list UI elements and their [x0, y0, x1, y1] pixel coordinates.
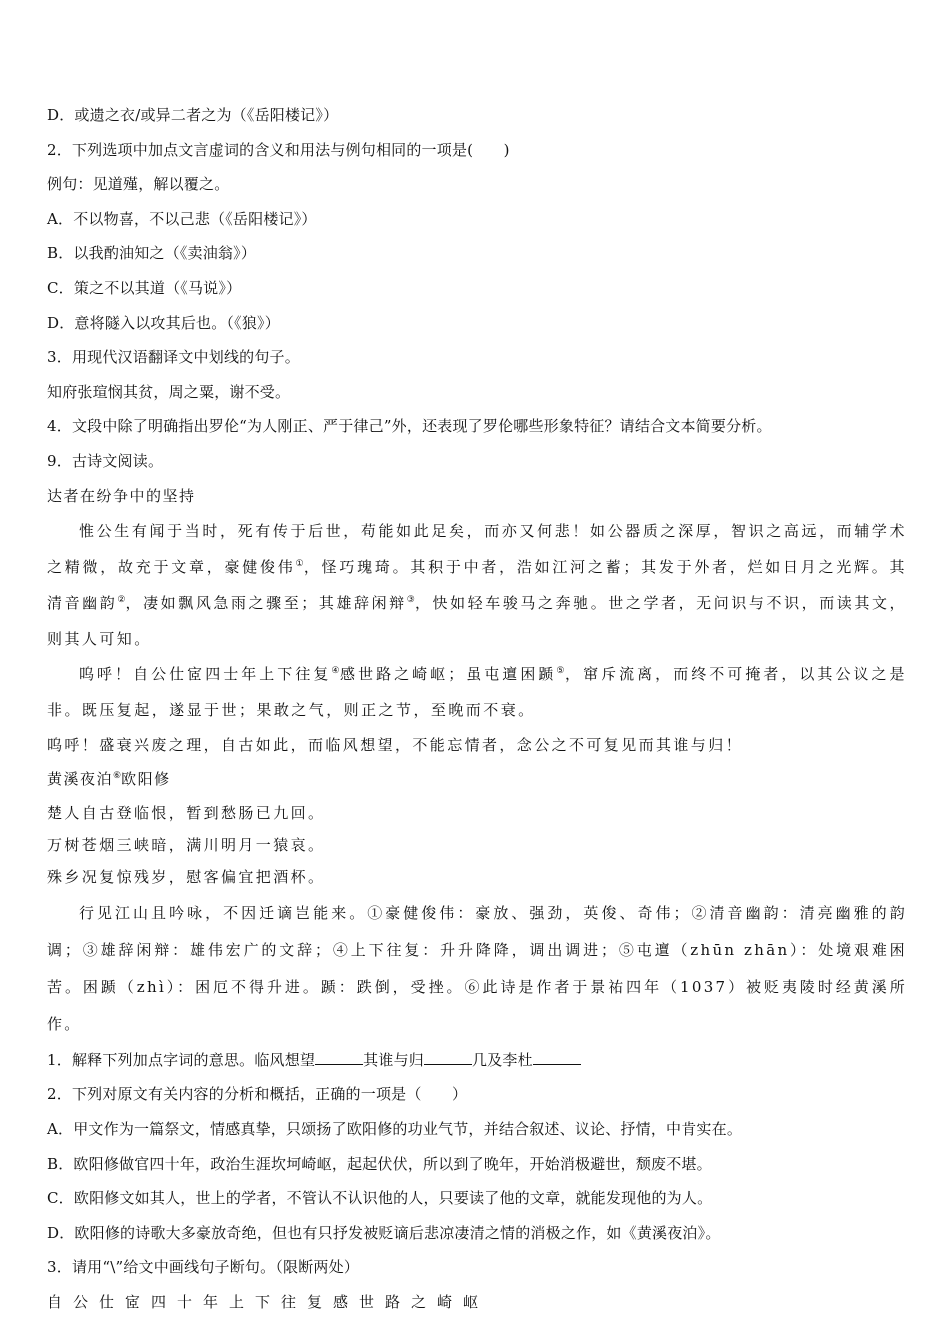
q2-stem: 2．下列选项中加点文言虚词的含义和用法与例句相同的一项是( ) — [47, 140, 510, 159]
q2-option-c: C．策之不以其道（《马说》） — [47, 278, 242, 297]
poem-title: 黄溪夜泊 — [47, 770, 114, 789]
s9-q3-sentence: 自公仕宧四十年上下往复感世路之崎岖 — [47, 1292, 490, 1311]
s9-q1 — [47, 1043, 907, 1078]
q2-option-d: D．意将隧入以攻其后也。（《狼》） — [47, 313, 280, 332]
q1-option-d: D．或遗之衣/或异二者之为（《岳阳楼记》） — [47, 106, 339, 124]
exam-page — [47, 98, 907, 1319]
s9-q1-item-2: 其谁与归 — [363, 1050, 424, 1069]
s9-q1-stem: 1．解释下列加点字词的意思。 — [47, 1050, 255, 1069]
s9-q2-option-a: A．甲文作为一篇祭文，情感真挚，只颂扬了欧阳修的功业气节，并结合叙述、议论、抒情，中肯实在。 — [47, 1119, 743, 1138]
passage-paragraph-1: 惟公生有闻于当时，死有传于后世，苟能如此足矣，而亦又何悲！如公器质之深厚，智识之高远，而辅学术之精微，故充于文章，豪健俊伟①，怪巧瑰琦。其积于中者，浩如江河之蓄；其发于外者，烂如日月之光辉。其清音幽韵②，凄如飘风急雨之骤至；其雄辞闲辩③，快如轻车骏马之奔驰。世之学者，无问识与不识，而读其文，则其人可知。 — [47, 522, 907, 649]
poem-last-line-and-notes: 行见江山且吟咏，不因迁谪岂能来。①豪健俊伟：豪放、强劲，英俊、奇伟；②清音幽韵：清亮幽雅的韵调；③雄辞闲辩：雄伟宏广的文辞；④上下往复：升升降降，调出调进；⑤屯邅（zhūn zhān）：处境艰难困苦。困踬（zhì）：困厄不得升进。踬：跌倒，受挫。⑥此诗是作者于景祐四年（1037）被贬夷陵时经黄溪所作。 — [47, 903, 907, 1033]
poem-author: 欧阳修 — [121, 770, 171, 789]
q3-stem: 3．用现代汉语翻译文中划线的句子。 — [47, 348, 300, 367]
s9-q2-option-d: D．欧阳修的诗歌大多豪放奇绝，但也有只抒发被贬谪后悲凉凄清之情的消极之作，如《黄溪夜泊》。 — [47, 1223, 721, 1242]
footnote-ref-1: ① — [295, 559, 304, 570]
section-9-heading: 9．古诗文阅读。 — [47, 451, 164, 470]
q3-sentence: 知府张瑄悯其贫，周之粟，谢不受。 — [47, 382, 291, 401]
passage-paragraph-3: 呜呼！盛衰兴废之理，自古如此，而临风想望，不能忘情者，念公之不可复见而其谁与归！ — [47, 736, 744, 755]
s9-q1-item-1: 临风想望 — [254, 1050, 316, 1069]
s9-q1-item-3: 几及李杜 — [471, 1050, 533, 1069]
passage-paragraph-2: 呜呼！自公仕宧四士年上下往复④感世路之崎岖；虽屯邅困踬⑤，窜斥流离，而终不可掩者，以其公议之是非。既压复起，遂显于世；果敢之气，则正之节，至晚而不衰。 — [47, 665, 907, 720]
s9-q2-stem: 2．下列对原文有关内容的分析和概括，正确的一项是（ ） — [47, 1085, 468, 1104]
q4-stem: 4．文段中除了明确指出罗伦“为人刚正、严于律己”外，还表现了罗伦哪些形象特征？请结合文本简要分析。 — [47, 417, 772, 436]
footnote-ref-2: ② — [117, 595, 126, 606]
footnote-ref-6: ⑥ — [113, 771, 122, 782]
q2-option-a: A．不以物喜，不以己悲（《岳阳楼记》） — [47, 209, 317, 228]
footnote-ref-5: ⑤ — [556, 666, 566, 677]
s9-q2-option-c: C．欧阳修文如其人，世上的学者，不管认不认识他的人，只要读了他的文章，就能发现他的为人。 — [47, 1189, 713, 1208]
q2-option-b: B．以我酌油知之（《卖油翁》） — [47, 244, 257, 263]
poem-title-line — [47, 762, 907, 797]
passage-title: 达者在纷争中的坚持 — [47, 486, 196, 505]
q2-example: 例句：见道殣，解以覆之。 — [47, 175, 230, 194]
footnote-ref-4: ④ — [331, 666, 341, 677]
answer-blank-2[interactable] — [424, 1050, 472, 1065]
answer-blank-1[interactable] — [315, 1050, 363, 1065]
s9-q3-stem: 3．请用“\”给文中画线句子断句。（限断两处） — [47, 1258, 360, 1277]
poem-line-2: 万树苍烟三峡暗，满川明月一猿哀。 — [47, 835, 326, 854]
poem-line-3: 殊乡况复惊残岁，慰客偏宜把酒杯。 — [47, 867, 326, 886]
answer-blank-3[interactable] — [533, 1050, 581, 1065]
footnote-ref-3: ③ — [406, 595, 415, 606]
poem-line-1: 楚人自古登临恨，暂到愁肠已九回。 — [47, 803, 326, 822]
s9-q2-option-b: B．欧阳修做官四十年，政治生涯坎坷崎岖，起起伏伏，所以到了晚年，开始消极避世，颓废不堪。 — [47, 1154, 712, 1173]
